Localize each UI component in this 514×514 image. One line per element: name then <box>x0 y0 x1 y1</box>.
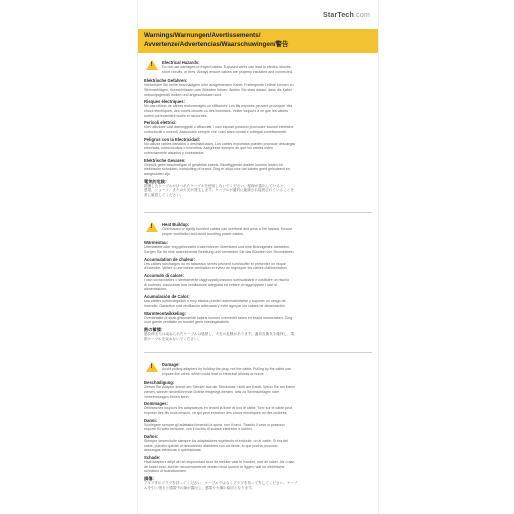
block-title: Wärmestau: <box>144 240 168 246</box>
block-line: 損傷したケーブルやほつれたケーブルを使用しないでください。配線が露出していると、 <box>144 183 288 188</box>
language-block <box>144 257 372 271</box>
section-intro <box>162 222 372 236</box>
block-line: Überlastete oder eng gebündelte Kabel können überhitzen und eine Brandgefahr darstellen. <box>144 245 291 250</box>
block-line: voor goede ventilatie en bundel geen voedingskabels. <box>144 320 230 325</box>
block-line: Gebruik geen beschadigde of gerafelde kabels. Blootliggende draden kunnen leiden tot <box>144 162 283 167</box>
warning-icon <box>146 222 158 232</box>
language-block <box>144 380 372 399</box>
block-line: Non utilizzare cavi danneggiati o sfilacciati. I cavi esposti possono provocare scosse elettriche, <box>144 125 295 130</box>
language-block <box>144 327 372 341</box>
language-block <box>144 179 372 198</box>
intro-title: Electrical Hazards: <box>162 60 200 65</box>
block-line: アダプタのプラグを持ってください。ケーブルではなくプラグを持って外してください。ケーブ <box>144 481 298 486</box>
banner-line-2: Avvertenze/Advertencias/Waarschuwingen/警告 <box>144 41 289 48</box>
block-line: No utilizar cables dañados o deshilachados. Los cables expuestos pueden provocar descargas <box>144 141 296 146</box>
language-block <box>144 418 372 432</box>
exclamation-mark: ! <box>150 62 153 68</box>
block-line: Haal adapters altijd uit het stopcontact door de stekker vast te houden, niet de kabel. Als u aan <box>144 460 295 465</box>
block-title: Accumulo di calore: <box>144 273 185 279</box>
intro-line: Do not use damaged or frayed cables. Exposed wires can lead to electric shocks, <box>162 65 292 69</box>
block-title: Risques électriques: <box>144 99 185 105</box>
block-line: schokken of brandwonden. <box>144 469 187 474</box>
block-line: correctamente aislados y conectados. <box>144 150 205 155</box>
block-line: ルを引っ張ると通電中の線が露出し、感電や火傷の原因となります。 <box>144 485 256 490</box>
block-line: cortocircuiti o incendi. Assicurarsi sempre che i cavi siano isolati e collegati correttamente. <box>144 129 288 134</box>
block-line: Los cables sobrecargados o muy atados pueden sobrecalentarse y suponer un riesgo de <box>144 299 286 304</box>
block-title: Elektrische Gefahren: <box>144 78 188 84</box>
language-block <box>144 476 372 490</box>
block-title: Dommages: <box>144 401 168 407</box>
block-line: Verbrennungen führen kann. <box>144 394 190 399</box>
language-block <box>144 401 372 415</box>
block-line: incendio. Garantice una ventilación adecuada y evite agrupar los cables de alimentación. <box>144 303 286 308</box>
block-title: Peligros con la Electricidad: <box>144 136 201 142</box>
block-line: exposer des fils sous tension, ce qui peut entraîner des chocs électriques ou des brûlures. <box>144 410 288 415</box>
intro-line: proper ventilation and avoid bundling power cables. <box>162 231 244 236</box>
block-line: I cavi sovraccarichi o strettamente raggruppati possono surriscaldarsi e costituire un rischio <box>144 278 290 283</box>
block-title: Pericoli elettrici: <box>144 120 177 126</box>
block-title: Beschädigung: <box>144 380 175 386</box>
block-line: Scollegare sempre gli adattatori tenendo la spina, non il cavo. Tirando il cavo si possono <box>144 422 285 427</box>
block-line: alimentazione. <box>144 287 168 292</box>
block-line: esporre fili sotto tensione, con il rischio di scosse elettriche o ustioni. <box>144 427 253 432</box>
language-block <box>144 158 372 177</box>
block-line: Overbelaste of strak gebundelde kabels kunnen oververhit raken en brand veroorzaken. Zorg <box>144 315 293 320</box>
section-intro <box>162 60 372 74</box>
language-block <box>144 120 372 134</box>
language-block <box>144 434 372 453</box>
block-title: 電気的危険: <box>144 178 167 184</box>
intro-line: expose live wires, which could lead to electrical shocks or burns. <box>162 371 265 376</box>
intro-title: Damage: <box>162 362 180 367</box>
block-line: Les câbles surchargés ou en faisceaux serrés peuvent surchauffer et présenter un risque <box>144 261 286 266</box>
block-line: descargas eléctricas o quemaduras. <box>144 448 202 453</box>
brand-suffix: .com <box>354 12 370 19</box>
block-line: di incendio. Assicurare una ventilazione adeguata ed evitare di raggruppare i cavi di <box>144 282 278 287</box>
block-line: Verwenden Sie keine beschädigten oder ausgefransten Kabel. Freiliegende Drähte können zu <box>144 83 294 88</box>
language-block <box>144 311 372 325</box>
language-block <box>144 273 372 292</box>
block-line: chocs électriques, des courts-circuits ou des incendies. Veiller toujours à ce que les câbles <box>144 108 289 113</box>
block-title: 熱の蓄積: <box>144 327 163 332</box>
block-title: Elektrische Gevaren: <box>144 157 186 163</box>
section-divider <box>144 212 372 213</box>
block-line: cable, pueden quedar al descubierto alambres con corriente, lo que podría provocar <box>144 443 278 448</box>
language-block <box>144 78 372 97</box>
intro-line: Overloaded or tightly bundled cables can overheat and pose a fire hazard. Ensure <box>162 227 293 231</box>
block-title: Accumulation de chaleur: <box>144 256 196 262</box>
block-line: 源ケーブルを束ねないでください。 <box>144 336 202 341</box>
block-line: ordnungsgemäß isoliert und angeschlossen sind. <box>144 92 223 97</box>
block-line: Siempre desenchufe siempre los adaptadores sujetando el enchufe, no el cable. Si tira del <box>144 439 288 444</box>
intro-title: Heat Buildup: <box>162 222 190 227</box>
block-title: Warmteontwikkeling: <box>144 310 186 316</box>
language-block <box>144 99 372 118</box>
block-line: elektrische schokken, kortsluiting of brand. Zorg er altijd voor dat kabels goed geïsoleerd en <box>144 167 290 172</box>
block-line: Ne pas utiliser de câbles endommagés ou effilochés. Les fils exposés peuvent provoquer des <box>144 104 293 109</box>
language-block <box>144 137 372 156</box>
block-line: eléctricas, cortocircuitos o incendios. Asegúrese siempre de que los cables estén <box>144 146 274 151</box>
language-block <box>144 240 372 254</box>
block-line: Ziehen Sie Adapter immer am Stecker aus der Steckdose, nicht am Kabel. Wenn Sie am Kabel <box>144 385 295 390</box>
exclamation-mark: ! <box>150 364 153 370</box>
section-divider <box>144 352 372 353</box>
brand-logo <box>323 12 370 19</box>
block-title: Schade: <box>144 455 161 461</box>
block-line: Stromschlägen, Kurzschlüssen oder Bränden führen. Achten Sie stets darauf, dass die Kabel <box>144 87 292 92</box>
block-title: 損傷: <box>144 476 154 482</box>
block-line: d'incendie. Veillez à une bonne ventilation et évitez de regrouper les câbles d'alimentation. <box>144 266 288 271</box>
exclamation-mark: ! <box>150 224 153 230</box>
block-line: 過負荷または束ねられたケーブルは過熱し、火災の危険があります。適切な換気を確保し、電 <box>144 332 295 336</box>
block-line: aangesloten zijn. <box>144 171 171 176</box>
block-line: 感電、ショート、または火災が発生します。ケーブルが適切に絶縁され接続されていることを <box>144 188 294 193</box>
block-line: Débranchez toujours les adaptateurs en tenant la fiche et non le câble. Tirer sur le câble peut <box>144 406 293 411</box>
section-intro <box>162 362 372 376</box>
block-line: ziehen, können stromführende Drähte freigelegt werden, was zu Stromschlägen oder <box>144 389 280 394</box>
title-banner <box>138 29 378 53</box>
block-title: Daños: <box>144 434 159 440</box>
warning-sheet <box>137 0 379 514</box>
warning-icon <box>146 60 158 70</box>
block-line: soient correctement isolés et raccordés. <box>144 113 208 118</box>
intro-line: short circuits, or fires. Always ensure cables are properly insulated and connected. <box>162 69 293 74</box>
block-line: Sorgen Sie für eine ausreichende Belüftung und vermeiden Sie das Bündeln von Stromkabeln. <box>144 249 295 254</box>
brand-name: StarTech <box>322 12 355 19</box>
block-title: Acumulación de Calor: <box>144 294 190 300</box>
block-line: 常に確認してください。 <box>144 192 184 197</box>
intro-line: Avoid pulling adapters by holding the plug, not the cable. Pulling by the cable can <box>162 367 291 371</box>
banner-line-1: Warnings/Warnungen/Avertissements/ <box>144 32 261 39</box>
warning-icon <box>146 362 158 372</box>
block-line: de kabel trekt, kunnen stroomvoerende draden bloot komen te liggen, wat tot elektrische <box>144 464 285 469</box>
block-title: Danni: <box>144 417 158 423</box>
language-block <box>144 294 372 308</box>
language-block <box>144 455 372 474</box>
